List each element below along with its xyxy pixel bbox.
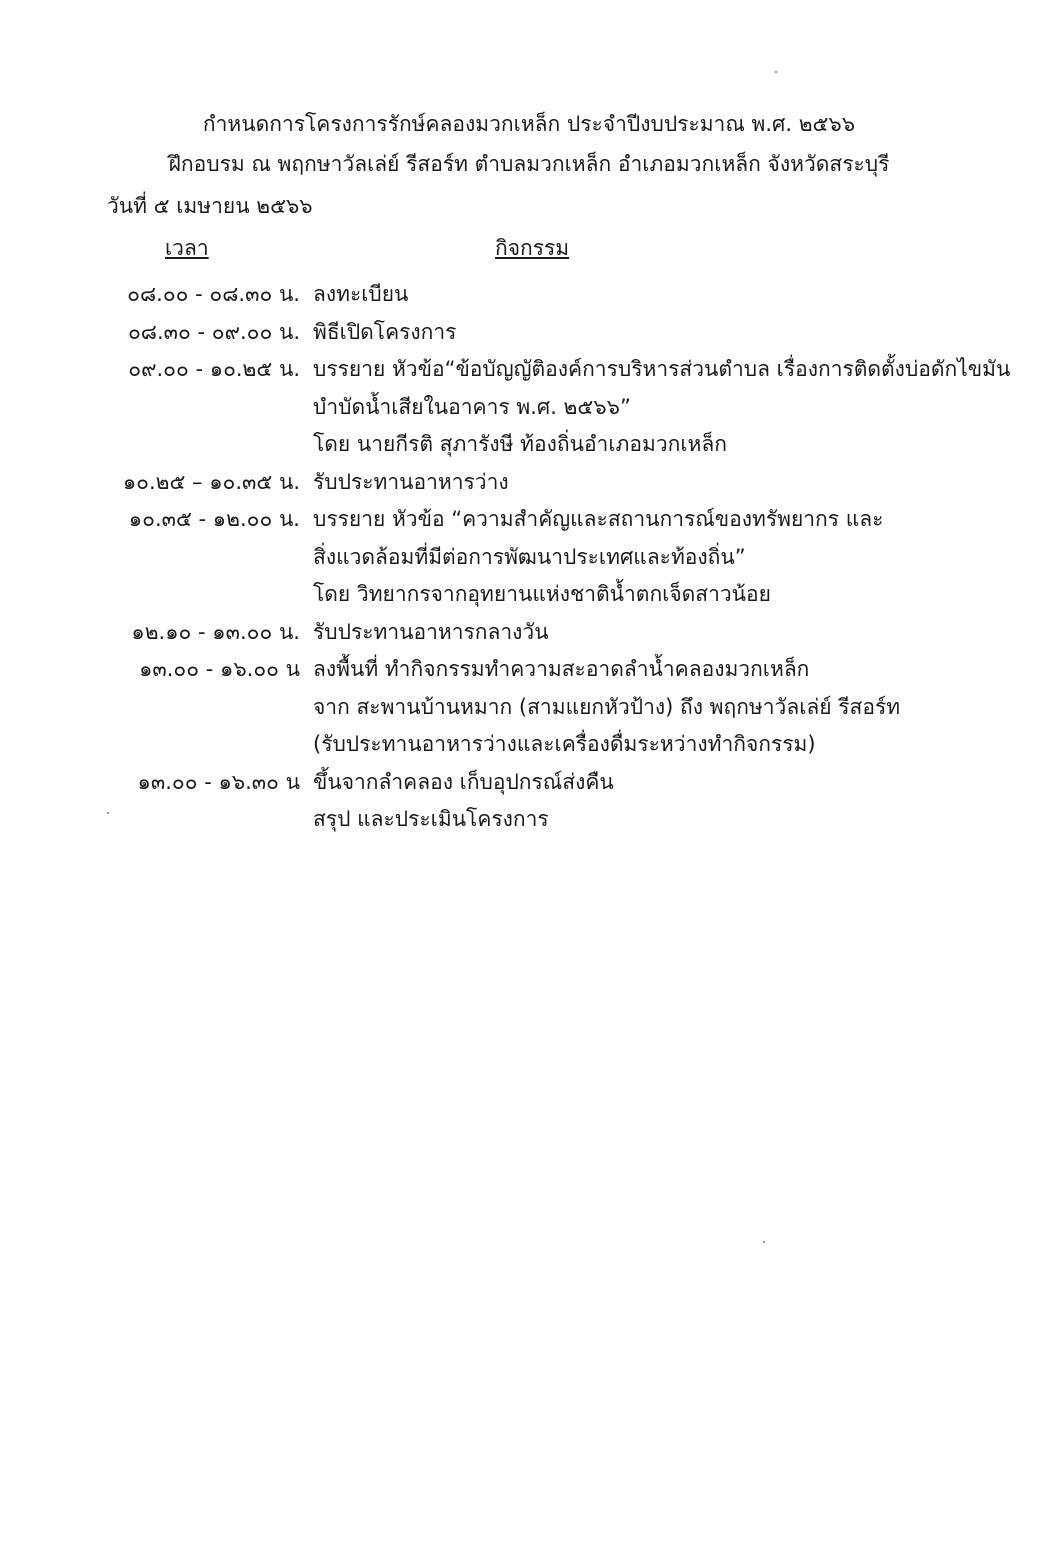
schedule-activity xyxy=(313,276,1033,314)
scan-speck xyxy=(775,71,777,73)
activity-line: รับประทานอาหารกลางวัน xyxy=(313,619,549,644)
activity-line: จาก สะพานบ้านหมาก (สามแยกหัวป้าง) ถึง พฤกษาวัลเล่ย์ รีสอร์ท xyxy=(313,694,901,719)
activity-line: ขึ้นจากลำคลอง เก็บอุปกรณ์ส่งคืน xyxy=(313,769,614,794)
schedule-time: ๑๒.๑๐ - ๑๓.๐๐ น. xyxy=(131,619,300,644)
activity-line: ลงทะเบียน xyxy=(313,282,409,306)
activity-line: (รับประทานอาหารว่างและเครื่องดื่มระหว่างทำกิจกรรม) xyxy=(313,732,816,756)
schedule-row xyxy=(0,651,1058,764)
activity-line: บรรยาย หัวข้อ“ข้อบัญญัติองค์การบริหารส่วนตำบล เรื่องการติดตั้งบ่อดักไขมัน xyxy=(313,357,1011,381)
schedule-row xyxy=(0,276,1058,314)
activity-line: บรรยาย หัวข้อ “ความสำคัญและสถานการณ์ของทรัพยากร และ xyxy=(313,507,884,531)
schedule-row xyxy=(0,501,1058,614)
schedule-time: ๑๐.๓๕ - ๑๒.๐๐ น. xyxy=(128,507,300,531)
column-header-time: เวลา xyxy=(165,236,209,260)
schedule-row xyxy=(0,351,1058,464)
activity-line: โดย วิทยากรจากอุทยานแห่งชาติน้ำตกเจ็ดสาวน้อย xyxy=(313,582,771,606)
schedule-activity xyxy=(313,651,1033,764)
title-line-1: กำหนดการโครงการรักษ์คลองมวกเหล็ก ประจำปีงบประมาณ พ.ศ. ๒๕๖๖ xyxy=(202,112,856,136)
scan-speck xyxy=(763,1241,765,1243)
column-header-activity: กิจกรรม xyxy=(495,236,570,260)
schedule-row xyxy=(0,464,1058,502)
schedule-activity xyxy=(313,614,1033,652)
activity-line: สรุป และประเมินโครงการ xyxy=(313,807,549,831)
scan-speck xyxy=(107,812,109,814)
schedule-row xyxy=(0,764,1058,839)
schedule-row xyxy=(0,314,1058,352)
schedule-activity xyxy=(313,314,1033,352)
schedule-activity xyxy=(313,501,1033,614)
activity-line: โดย นายกีรติ สุภารังษี ท้องถิ่นอำเภอมวกเหล็ก xyxy=(313,432,727,456)
activity-line: พิธีเปิดโครงการ xyxy=(313,319,457,344)
schedule-row xyxy=(0,614,1058,652)
schedule-time: ๐๙.๐๐ - ๑๐.๒๕ น. xyxy=(128,357,300,381)
schedule-activity xyxy=(313,351,1033,464)
schedule-time: ๐๘.๐๐ - ๐๘.๓๐ น. xyxy=(127,282,300,306)
schedule-list xyxy=(0,276,1058,839)
activity-line: บำบัดน้ำเสียในอาคาร พ.ศ. ๒๕๖๖” xyxy=(313,394,631,419)
activity-line: ลงพื้นที่ ทำกิจกรรมทำความสะอาดลำน้ำคลองมวกเหล็ก xyxy=(313,657,810,681)
activity-line: สิ่งแวดล้อมที่มีต่อการพัฒนาประเทศและท้องถิ่น” xyxy=(313,544,746,569)
event-date: วันที่ ๕ เมษายน ๒๕๖๖ xyxy=(107,194,313,218)
schedule-activity xyxy=(313,764,1033,839)
schedule-time: ๑๓.๐๐ - ๑๖.๓๐ น xyxy=(137,769,300,794)
title-line-2: ฝึกอบรม ณ พฤกษาวัลเล่ย์ รีสอร์ท ตำบลมวกเหล็ก อำเภอมวกเหล็ก จังหวัดสระบุรี xyxy=(168,152,890,176)
schedule-activity xyxy=(313,464,1033,502)
schedule-time: ๑๓.๐๐ - ๑๖.๐๐ น xyxy=(139,657,300,681)
schedule-time: ๑๐.๒๕ – ๑๐.๓๕ น. xyxy=(122,469,300,494)
schedule-time: ๐๘.๓๐ - ๐๙.๐๐ น. xyxy=(127,319,300,344)
activity-line: รับประทานอาหารว่าง xyxy=(313,469,509,494)
document-title xyxy=(0,104,1058,184)
